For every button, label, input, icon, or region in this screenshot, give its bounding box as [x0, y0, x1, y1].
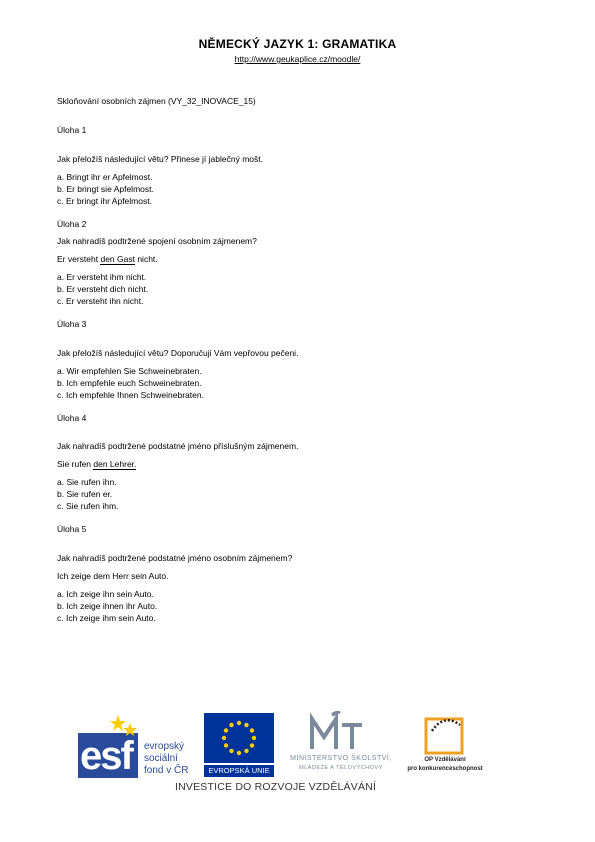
task-option: c. Er versteht ihn nicht. — [57, 296, 144, 306]
task-option: c. Ich empfehle Ihnen Schweinebraten. — [57, 390, 204, 400]
task-option: a. Er versteht ihm nicht. — [57, 272, 147, 282]
op-mark-icon — [404, 711, 486, 755]
task-question: Jak přeložíš následující větu? Doporučuji Vám vepřovou pečeni. — [57, 348, 299, 358]
sentence-part: Er versteht — [57, 254, 101, 264]
eu-star — [229, 749, 233, 753]
eu-star — [244, 723, 248, 727]
moodle-link[interactable]: http://www.geukaplice.cz/moodle/ — [234, 54, 361, 64]
task-option: b. Ich zeige ihnen ihr Auto. — [57, 601, 158, 611]
task-option: a. Wir empfehlen Sie Schweinebraten. — [57, 366, 202, 376]
underlined-phrase: den Lehrer. — [93, 459, 137, 469]
task-option: c. Ich zeige ihm sein Auto. — [57, 613, 156, 623]
sentence-part: nicht. — [134, 254, 158, 264]
task-question: Jak nahradíš podtržené podstatné jméno osobním zájmenem? — [57, 553, 293, 563]
eu-star — [224, 728, 228, 732]
eu-star — [237, 721, 241, 725]
esf-text — [144, 741, 188, 777]
task-heading: Úloha 1 — [57, 125, 87, 135]
task-question: Jak přeložíš následující větu? Přinese jí jablečný mošt. — [57, 154, 263, 164]
op-line: OP Vzdělávání — [424, 757, 466, 763]
task-heading: Úloha 5 — [57, 524, 87, 534]
eu-stars-icon — [204, 713, 274, 763]
task-question: Jak nahradíš podtržené spojení osobním zájmenem? — [57, 236, 257, 246]
eu-star — [229, 723, 233, 727]
invest-slogan: INVESTICE DO ROZVOJE VZDĚLÁVÁNÍ — [175, 781, 377, 793]
eu-star — [252, 736, 256, 740]
task-option: b. Sie rufen er. — [57, 489, 113, 499]
task-option: b. Er versteht dich nicht. — [57, 284, 149, 294]
task-sentence — [57, 254, 158, 265]
task-option: a. Sie rufen ihn. — [57, 477, 117, 487]
msmt-logo — [282, 711, 400, 777]
esf-line: sociální — [144, 753, 178, 764]
msmt-mark-icon — [282, 711, 400, 753]
eu-star — [250, 728, 254, 732]
task-heading: Úloha 2 — [57, 219, 87, 229]
task-option: a. Ich zeige ihn sein Auto. — [57, 589, 154, 599]
esf-line: fond v ČR — [144, 765, 189, 776]
task-question: Jak nahradíš podtržené podstatné jméno příslušným zájmenem. — [57, 441, 299, 451]
task-sentence: Ich zeige dem Herr sein Auto. — [57, 571, 169, 581]
eu-logo — [204, 713, 274, 777]
op-logo — [404, 711, 486, 777]
eu-star — [250, 743, 254, 747]
task-sentence — [57, 459, 136, 470]
op-line: pro konkurenceschopnost — [407, 766, 483, 772]
sentence-part: Sie rufen — [57, 459, 94, 469]
eu-flag — [204, 713, 274, 763]
esf-letters: esf — [80, 734, 132, 778]
underlined-phrase: den Gast — [100, 254, 135, 264]
task-option: a. Bringt ihr er Apfelmost. — [57, 172, 153, 182]
eu-star — [237, 751, 241, 755]
eu-star — [222, 736, 226, 740]
eu-label: EVROPSKÁ UNIE — [204, 765, 274, 777]
task-heading: Úloha 4 — [57, 413, 87, 423]
intro-text: Skloňování osobních zájmen (VY_32_INOVACE_15) — [57, 96, 256, 106]
eu-star — [224, 743, 228, 747]
task-option: c. Sie rufen ihm. — [57, 501, 119, 511]
document-title: NĚMECKÝ JAZYK 1: GRAMATIKA — [198, 37, 397, 51]
esf-logo — [78, 713, 196, 778]
task-option: b. Ich empfehle euch Schweinebraten. — [57, 378, 202, 388]
eu-star — [244, 749, 248, 753]
task-option: b. Er bringt sie Apfelmost. — [57, 184, 154, 194]
task-option: c. Er bringt ihr Apfelmost. — [57, 196, 152, 206]
task-heading: Úloha 3 — [57, 319, 87, 329]
msmt-line: MLÁDEŽE A TĚLOVÝCHOVY — [299, 765, 383, 771]
msmt-line: MINISTERSTVO ŠKOLSTVÍ, — [290, 755, 392, 762]
esf-line: evropský — [144, 741, 185, 752]
